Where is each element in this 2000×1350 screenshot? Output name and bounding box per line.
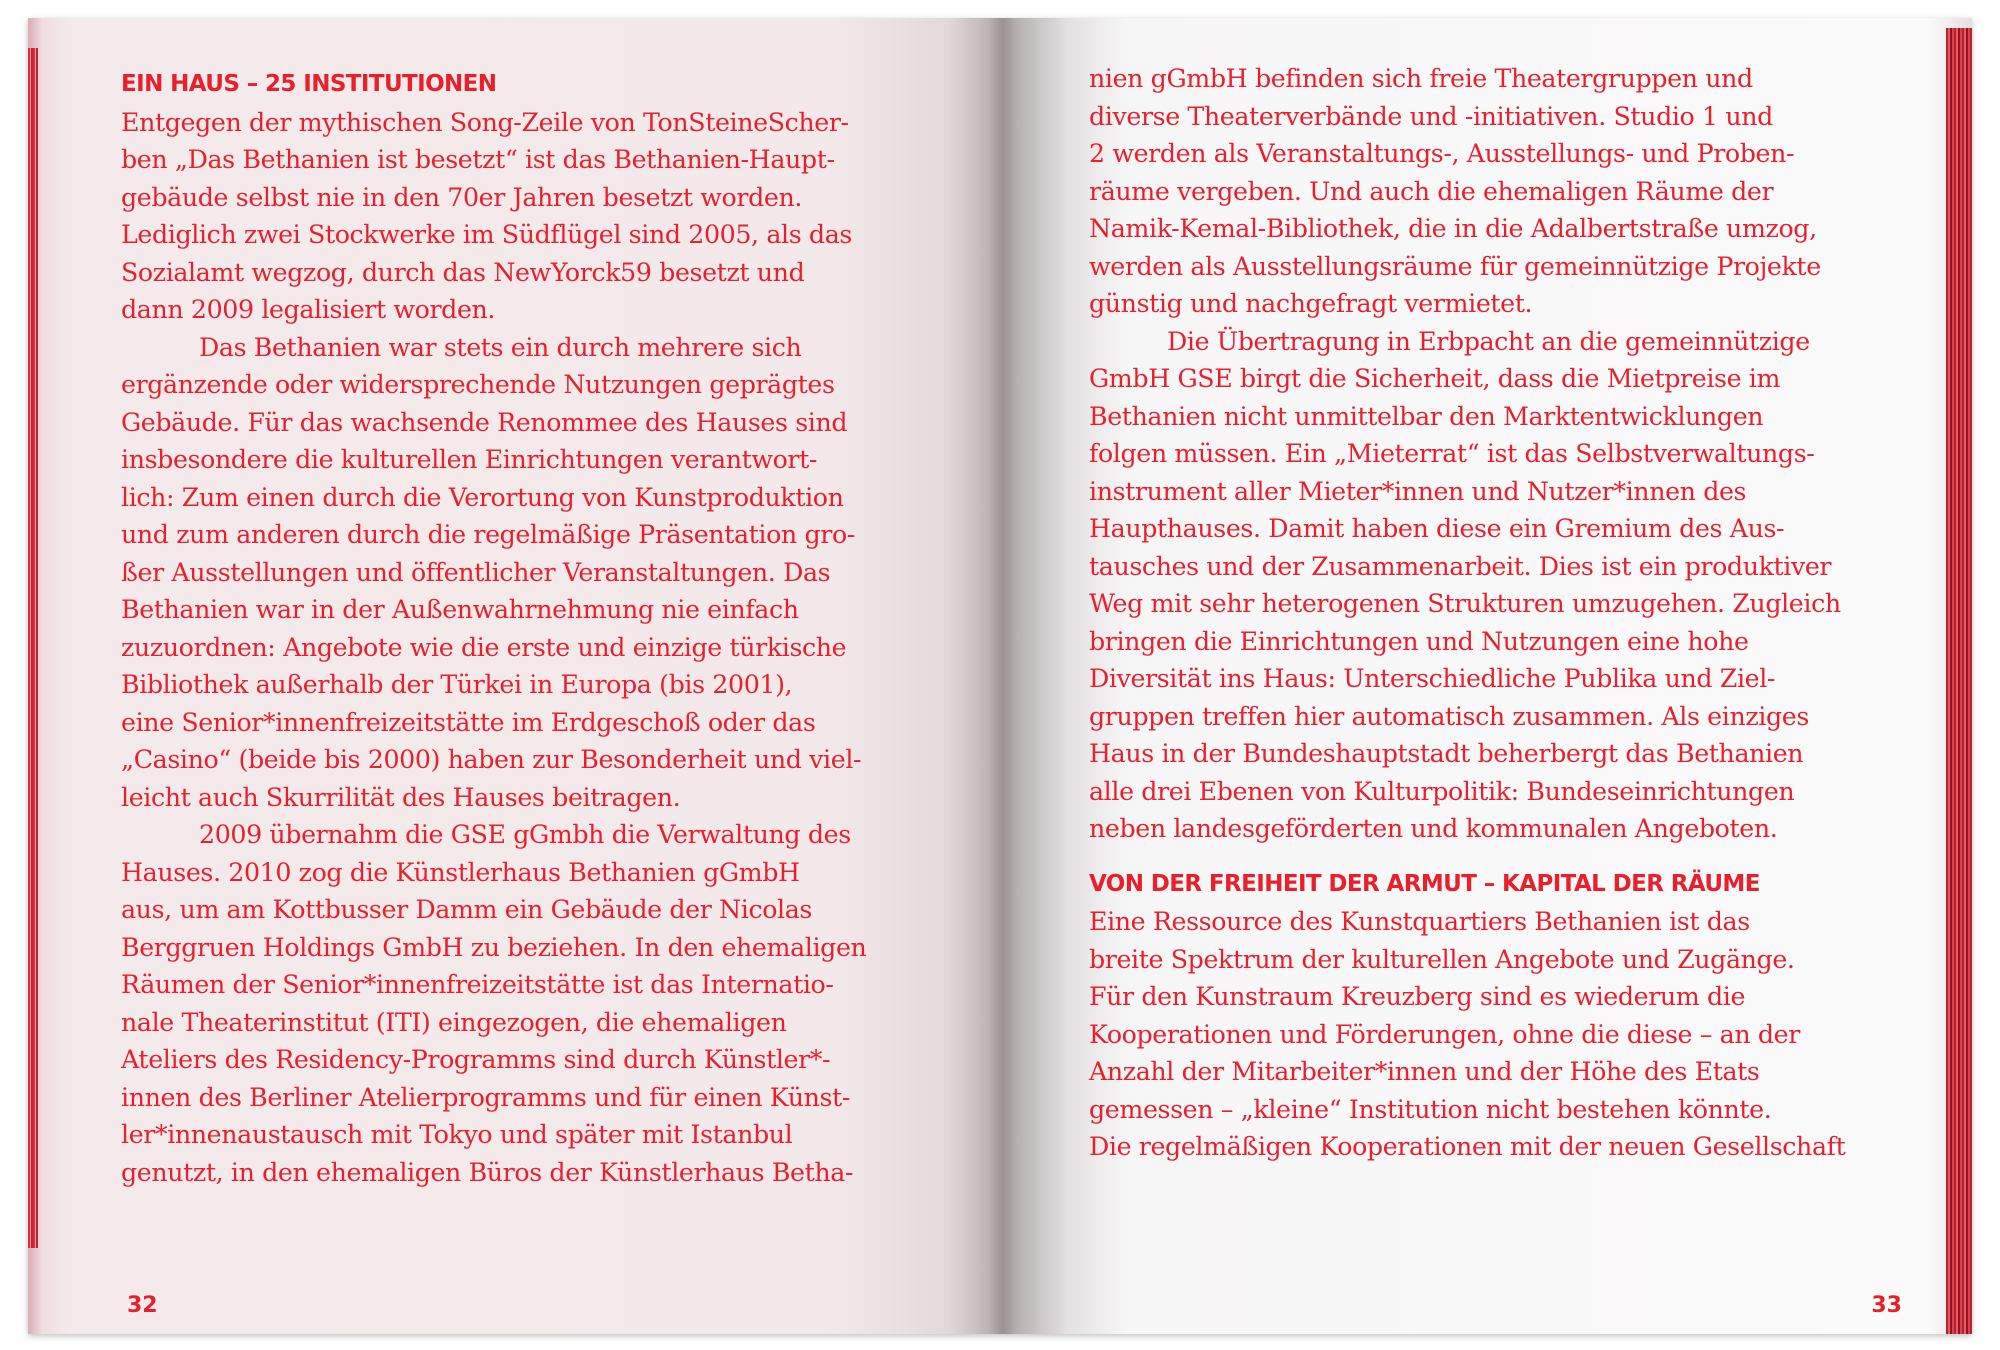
body-line: dann 2009 legalisiert worden.: [121, 295, 496, 324]
body-line: Eine Ressource des Kunstquartiers Bethanien ist das: [1089, 907, 1750, 936]
body-line: eine Senior*innenfreizeitstätte im Erdgeschoß oder das: [121, 707, 816, 737]
right-body-part1: [1089, 60, 1879, 848]
body-line: nale Theaterinstitut (ITI) eingezogen, die ehemaligen: [121, 1007, 787, 1037]
body-line: alle drei Ebenen von Kulturpolitik: Bundeseinrichtungen: [1089, 776, 1795, 806]
body-line: Haus in der Bundeshauptstadt beherbergt das Bethanien: [1089, 739, 1804, 768]
body-line: aus, um am Kottbusser Damm ein Gebäude der Nicolas: [121, 895, 813, 924]
body-line: Kooperationen und Förderungen, ohne die diese – an der: [1089, 1019, 1800, 1049]
body-line: nien gGmbH befinden sich freie Theatergruppen und: [1089, 64, 1753, 93]
body-line: ergänzende oder widersprechende Nutzungen geprägtes: [121, 370, 835, 399]
body-line: ben „Das Bethanien ist besetzt“ ist das Bethanien-Haupt-: [121, 145, 835, 174]
book-spread: [28, 18, 1972, 1334]
body-line: Räumen der Senior*innenfreizeitstätte ist das Internatio-: [121, 970, 834, 999]
body-line: Bibliothek außerhalb der Türkei in Europa (bis 2001),: [121, 670, 793, 699]
body-line: lich: Zum einen durch die Verortung von Kunstproduktion: [121, 482, 844, 512]
right-body-part2: [1089, 903, 1879, 1166]
body-line: insbesondere die kulturellen Einrichtungen verantwort-: [121, 445, 818, 474]
body-line: instrument aller Mieter*innen und Nutzer*innen des: [1089, 476, 1747, 506]
body-line: Die regelmäßigen Kooperationen mit der neuen Gesellschaft: [1089, 1132, 1846, 1161]
body-line: Ateliers des Residency-Programms sind durch Künstler*-: [121, 1045, 831, 1074]
body-line: Namik-Kemal-Bibliothek, die in die Adalbertstraße umzog,: [1089, 214, 1817, 243]
left-page: [28, 18, 1000, 1334]
page-number-left: 32: [127, 1293, 158, 1318]
body-line: Hauses. 2010 zog die Künstlerhaus Bethanien gGmbH: [121, 857, 800, 887]
body-line: 2009 übernahm die GSE gGmbh die Verwaltung des: [199, 820, 851, 849]
body-line: ßer Ausstellungen und öffentlicher Veranstaltungen. Das: [121, 557, 831, 587]
body-line: Gebäude. Für das wachsende Renommee des Hauses sind: [121, 407, 848, 437]
left-body: [121, 104, 916, 1192]
body-line: gruppen treffen hier automatisch zusammen. Als einziges: [1089, 701, 1809, 731]
body-line: diverse Theaterverbände und -initiativen. Studio 1 und: [1089, 101, 1773, 131]
body-line: Sozialamt wegzog, durch das NewYorck59 besetzt und: [121, 257, 805, 287]
body-line: Weg mit sehr heterogenen Strukturen umzugehen. Zugleich: [1089, 589, 1841, 618]
right-text-block: [1089, 60, 1879, 1166]
body-line: innen des Berliner Atelierprogramms und für einen Künst-: [121, 1082, 850, 1112]
body-line: tausches und der Zusammenarbeit. Dies ist ein produktiver: [1089, 551, 1832, 581]
section-heading-freiheit-der-armut: VON DER FREIHEIT DER ARMUT – KAPITAL DER RÄUME: [1089, 870, 1760, 897]
body-line: günstig und nachgefragt vermietet.: [1089, 289, 1533, 318]
body-line: Für den Kunstraum Kreuzberg sind es wiederum die: [1089, 982, 1746, 1011]
body-line: neben landesgeförderten und kommunalen Angeboten.: [1089, 814, 1778, 843]
body-line: räume vergeben. Und auch die ehemaligen Räume der: [1089, 176, 1774, 206]
body-line: Bethanien nicht unmittelbar den Marktentwicklungen: [1089, 401, 1764, 431]
body-line: Das Bethanien war stets ein durch mehrere sich: [199, 332, 802, 362]
body-line: Lediglich zwei Stockwerke im Südflügel sind 2005, als das: [121, 220, 852, 249]
body-line: zuzuordnen: Angebote wie die erste und einzige türkische: [121, 632, 847, 662]
body-line: GmbH GSE birgt die Sicherheit, dass die Mietpreise im: [1089, 364, 1781, 393]
body-line: genutzt, in den ehemaligen Büros der Künstlerhaus Betha-: [121, 1157, 854, 1187]
body-line: und zum anderen durch die regelmäßige Präsentation gro-: [121, 520, 855, 549]
body-line: bringen die Einrichtungen und Nutzungen eine hohe: [1089, 626, 1749, 656]
left-text-block: [121, 66, 916, 1191]
body-line: ler*innenaustausch mit Tokyo und später mit Istanbul: [121, 1120, 793, 1149]
body-line: Haupthauses. Damit haben diese ein Gremium des Aus-: [1089, 514, 1785, 543]
section-heading-ein-haus: EIN HAUS – 25 INSTITUTIONEN: [121, 71, 497, 97]
body-line: Die Übertragung in Erbpacht an die gemeinnützige: [1167, 326, 1810, 356]
body-line: leicht auch Skurrilität des Hauses beitragen.: [121, 782, 681, 812]
body-line: werden als Ausstellungsräume für gemeinnützige Projekte: [1089, 251, 1821, 281]
body-line: gemessen – „kleine“ Institution nicht bestehen könnte.: [1089, 1094, 1772, 1124]
body-line: Bethanien war in der Außenwahrnehmung nie einfach: [121, 595, 799, 624]
body-line: Anzahl der Mitarbeiter*innen und der Höhe des Etats: [1089, 1057, 1760, 1086]
body-line: Entgegen der mythischen Song-Zeile von TonSteineScher-: [121, 107, 849, 137]
body-line: folgen müssen. Ein „Mieterrat“ ist das Selbstverwaltungs-: [1089, 439, 1815, 468]
body-line: breite Spektrum der kulturellen Angebote und Zugänge.: [1089, 944, 1795, 974]
body-line: 2 werden als Veranstaltungs-, Ausstellungs- und Proben-: [1089, 139, 1795, 168]
body-line: „Casino“ (beide bis 2000) haben zur Besonderheit und viel-: [121, 745, 862, 774]
page-number-right: 33: [1871, 1293, 1902, 1318]
right-page-edge: [1946, 28, 1972, 1334]
right-page: [1000, 18, 1972, 1334]
body-line: gebäude selbst nie in den 70er Jahren besetzt worden.: [121, 182, 802, 212]
body-line: Berggruen Holdings GmbH zu beziehen. In den ehemaligen: [121, 932, 867, 962]
body-line: Diversität ins Haus: Unterschiedliche Publika und Ziel-: [1089, 664, 1776, 693]
